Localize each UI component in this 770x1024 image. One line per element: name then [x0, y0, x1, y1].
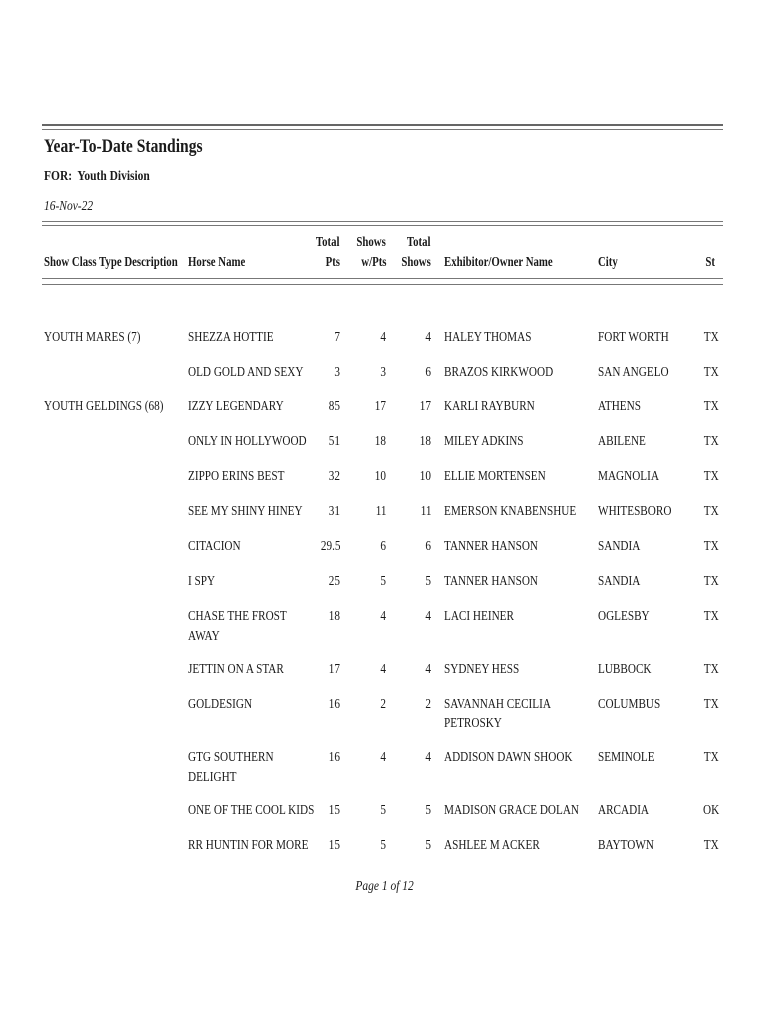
city-cell: ATHENS [598, 399, 641, 414]
header-bottom-rule [42, 278, 723, 279]
page-footer [0, 879, 770, 895]
total-pts-cell: 15 [328, 838, 340, 853]
state-cell: TX [704, 399, 719, 414]
exhibitor-cell: MADISON GRACE DOLAN [444, 803, 580, 818]
state-cell: TX [704, 609, 719, 624]
state-cell: TX [704, 662, 719, 677]
horse-name-cell: SEE MY SHINY HINEY [188, 504, 303, 519]
header-total-pts-line1: Total [316, 234, 340, 249]
city-cell: SAN ANGELO [598, 365, 669, 380]
total-shows-cell: 11 [420, 504, 431, 519]
state-cell: TX [704, 434, 719, 449]
shows-wpts-cell: 4 [380, 750, 386, 765]
total-shows-cell: 4 [425, 609, 431, 624]
exhibitor-cell: SYDNEY HESS [444, 662, 520, 677]
exhibitor-cell: ELLIE MORTENSEN [444, 469, 546, 484]
horse-name-cell: ONE OF THE COOL KIDS [188, 803, 315, 818]
header-total-shows-line1: Total [407, 234, 431, 249]
total-pts-cell: 31 [328, 504, 340, 519]
header-horse-name: Horse Name [188, 254, 246, 269]
report-title: Year-To-Date Standings [44, 136, 203, 157]
state-cell: TX [704, 838, 719, 853]
shows-wpts-cell: 2 [380, 697, 386, 712]
city-cell: SANDIA [598, 574, 641, 589]
shows-wpts-cell: 5 [380, 803, 386, 818]
header-show-class: Show Class Type Description [44, 254, 178, 269]
header-top-rule [42, 221, 723, 222]
total-pts-cell: 15 [328, 803, 340, 818]
exhibitor-cell: TANNER HANSON [444, 574, 538, 589]
total-shows-cell: 10 [419, 469, 431, 484]
shows-wpts-cell: 11 [375, 504, 386, 519]
exhibitor-cell: ASHLEE M ACKER [444, 838, 540, 853]
state-cell: TX [704, 365, 719, 380]
total-shows-cell: 2 [425, 697, 431, 712]
state-cell: OK [702, 803, 719, 818]
show-class-cell: YOUTH MARES (7) [44, 330, 141, 345]
total-shows-cell: 4 [425, 330, 431, 345]
report-date: 16-Nov-22 [44, 199, 94, 214]
city-cell: MAGNOLIA [598, 469, 659, 484]
total-shows-cell: 5 [425, 574, 431, 589]
city-cell: BAYTOWN [598, 838, 655, 853]
horse-name-cell: RR HUNTIN FOR MORE [188, 838, 309, 853]
total-pts-cell: 7 [334, 330, 340, 345]
horse-name-cell: I SPY [188, 574, 216, 589]
exhibitor-cell: EMERSON KNABENSHUE [444, 504, 577, 519]
top-rule-thin [42, 129, 723, 130]
exhibitor-cell: ADDISON DAWN SHOOK [444, 750, 573, 765]
city-cell: SEMINOLE [598, 750, 655, 765]
horse-name-cell: ZIPPO ERINS BEST [188, 469, 285, 484]
city-cell: SANDIA [598, 539, 641, 554]
division-name: Youth Division [77, 169, 150, 184]
city-cell: OGLESBY [598, 609, 650, 624]
horse-name-cell: OLD GOLD AND SEXY [188, 365, 304, 380]
total-pts-cell: 16 [328, 697, 340, 712]
header-exhibitor: Exhibitor/Owner Name [444, 254, 553, 269]
shows-wpts-cell: 4 [380, 662, 386, 677]
horse-name-cell: GTG SOUTHERN [188, 750, 274, 765]
exhibitor-cell: BRAZOS KIRKWOOD [444, 365, 554, 380]
shows-wpts-cell: 4 [380, 330, 386, 345]
horse-name-cell: CITACION [188, 539, 241, 554]
horse-name-cell-line2: AWAY [188, 629, 220, 644]
page-number: Page 1 of 12 [355, 879, 415, 894]
city-cell: WHITESBORO [598, 504, 672, 519]
exhibitor-cell: HALEY THOMAS [444, 330, 532, 345]
total-shows-cell: 6 [425, 539, 431, 554]
exhibitor-cell: LACI HEINER [444, 609, 514, 624]
shows-wpts-cell: 17 [374, 399, 386, 414]
total-pts-cell: 25 [328, 574, 340, 589]
horse-name-cell-line2: DELIGHT [188, 770, 237, 785]
state-cell: TX [704, 504, 719, 519]
city-cell: FORT WORTH [598, 330, 669, 345]
state-cell: TX [704, 330, 719, 345]
total-shows-cell: 5 [425, 838, 431, 853]
total-pts-cell: 29.5 [320, 539, 340, 554]
for-label: FOR: [44, 169, 73, 184]
shows-wpts-cell: 18 [374, 434, 386, 449]
top-rule [42, 124, 723, 126]
state-cell: TX [704, 697, 719, 712]
header-shows-wpts-line1: Shows [356, 234, 386, 249]
exhibitor-cell: TANNER HANSON [444, 539, 538, 554]
state-cell: TX [704, 574, 719, 589]
show-class-cell: YOUTH GELDINGS (68) [44, 399, 164, 414]
horse-name-cell: SHEZZA HOTTIE [188, 330, 274, 345]
header-total-shows-line2: Shows [401, 254, 431, 269]
state-cell: TX [704, 750, 719, 765]
header-state: St [705, 254, 715, 269]
shows-wpts-cell: 4 [380, 609, 386, 624]
exhibitor-cell: MILEY ADKINS [444, 434, 524, 449]
header-shows-wpts-line2: w/Pts [360, 254, 386, 269]
state-cell: TX [704, 539, 719, 554]
total-shows-cell: 5 [425, 803, 431, 818]
total-pts-cell: 18 [328, 609, 340, 624]
total-pts-cell: 32 [328, 469, 340, 484]
header-top-rule-2 [42, 225, 723, 226]
exhibitor-cell: KARLI RAYBURN [444, 399, 535, 414]
horse-name-cell: CHASE THE FROST [188, 609, 287, 624]
state-cell: TX [704, 469, 719, 484]
header-total-pts-line2: Pts [325, 254, 340, 269]
header-bottom-rule-2 [42, 284, 723, 285]
report-for [44, 169, 150, 185]
horse-name-cell: JETTIN ON A STAR [188, 662, 284, 677]
exhibitor-cell-line2: PETROSKY [444, 716, 502, 731]
total-pts-cell: 16 [328, 750, 340, 765]
city-cell: LUBBOCK [598, 662, 652, 677]
total-pts-cell: 17 [328, 662, 340, 677]
horse-name-cell: GOLDESIGN [188, 697, 253, 712]
shows-wpts-cell: 5 [380, 838, 386, 853]
shows-wpts-cell: 5 [380, 574, 386, 589]
horse-name-cell: ONLY IN HOLLYWOOD [188, 434, 307, 449]
city-cell: ABILENE [598, 434, 646, 449]
total-shows-cell: 4 [425, 750, 431, 765]
header-city: City [598, 254, 618, 269]
shows-wpts-cell: 10 [374, 469, 386, 484]
city-cell: COLUMBUS [598, 697, 661, 712]
total-pts-cell: 51 [328, 434, 340, 449]
total-shows-cell: 6 [425, 365, 431, 380]
total-shows-cell: 18 [419, 434, 431, 449]
city-cell: ARCADIA [598, 803, 650, 818]
total-pts-cell: 3 [334, 365, 340, 380]
total-shows-cell: 4 [425, 662, 431, 677]
total-pts-cell: 85 [328, 399, 340, 414]
exhibitor-cell: SAVANNAH CECILIA [444, 697, 551, 712]
shows-wpts-cell: 6 [380, 539, 386, 554]
shows-wpts-cell: 3 [380, 365, 386, 380]
horse-name-cell: IZZY LEGENDARY [188, 399, 284, 414]
total-shows-cell: 17 [419, 399, 431, 414]
